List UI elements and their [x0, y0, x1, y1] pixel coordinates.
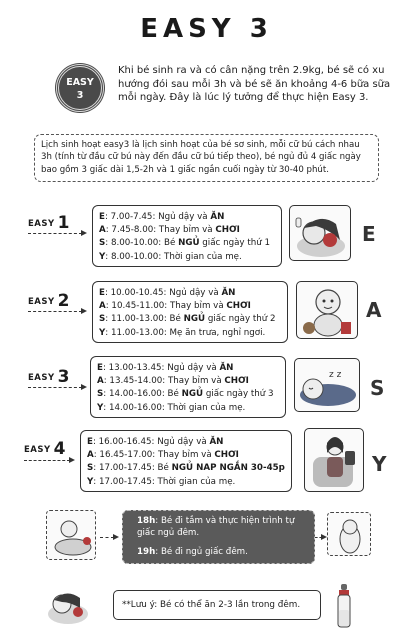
schedule-line: Y: 17.00-17.45: Thời gian của mẹ. [87, 476, 236, 487]
row-label-easy-3 [28, 367, 70, 387]
info-note: Lịch sinh hoạt easy3 là lịch sinh hoạt của bé sơ sinh, mỗi cữ bú cách nhau 3h (tính từ đầu cữ bú này đến đầu cữ bú tiếp theo), bé ngủ đủ 4 giấc ngày bao gồm 3 giấc dài 1,5-2h và 1 giấc ngắn cuối ngày từ 30-40 phút. [34, 134, 379, 182]
badge-line-1: EASY [66, 77, 94, 88]
intro-text: Khi bé sinh ra và có cân nặng trên 2.9kg, bé sẽ có xu hướng đói sau mỗi 3h và bé sẽ ăn khoảng 4-6 bữa sữa mỗi ngày. Đây là lúc lý tưởng để thực hiện Easy 3. [118, 65, 391, 104]
badge-line-2: 3 [76, 90, 84, 101]
arrow-right-icon [100, 537, 114, 538]
schedule-line: A: 16.45-17.00: Thay bỉm và CHƠI [87, 450, 239, 461]
easy-badge [56, 64, 104, 112]
page-title: EASY 3 [140, 14, 273, 44]
row-number: 4 [53, 439, 67, 459]
schedule-line: A: 10.45-11.00: Thay bỉm và CHƠI [99, 301, 251, 312]
row-label-easy-1 [28, 213, 70, 233]
schedule-line: S: 11.00-13.00: Bé NGỦ giấc ngày thứ 2 [99, 314, 276, 325]
mother-illustration [304, 428, 364, 492]
letter-a: A [366, 298, 382, 322]
arrow-right-icon [28, 387, 82, 388]
schedule-line: E: 7.00-7.45: Ngủ dậy và ĂN [99, 212, 225, 222]
schedule-line: S: 17.00-17.45: Bé NGỦ NAP NGẮN 30-45p [87, 463, 285, 474]
schedule-box-1 [92, 205, 282, 267]
schedule-line: Y: 8.00-10.00: Thời gian của mẹ. [99, 251, 242, 262]
schedule-line: E: 16.00-16.45: Ngủ dậy và ĂN [87, 437, 224, 447]
row-label-text: EASY [28, 219, 55, 229]
schedule-line: S: 14.00-16.00: Bé NGỦ giấc ngày thứ 3 [97, 389, 274, 400]
tip-note: **Lưu ý: Bé có thể ăn 2-3 lần trong đêm. [113, 590, 321, 620]
row-label-text: EASY [28, 297, 55, 307]
schedule-box-3 [90, 356, 286, 418]
letter-s: S [370, 376, 385, 400]
baby-bottle-icon [336, 584, 352, 628]
row-number: 1 [57, 213, 71, 233]
schedule-line: E: 10.00-10.45: Ngủ dậy và ĂN [99, 288, 236, 298]
row-label-easy-4 [24, 439, 66, 459]
evening-routine-box [122, 510, 315, 564]
evening-line-2: 19h: Bé đi ngủ giấc đêm. [137, 547, 248, 558]
baby-sleeping-illustration [294, 358, 360, 412]
schedule-line: A: 7.45-8.00: Thay bỉm và CHƠI [99, 225, 240, 236]
svg-text:z z: z z [329, 370, 342, 380]
row-number: 2 [57, 291, 71, 311]
baby-eating-illustration [289, 205, 351, 261]
schedule-line: Y: 14.00-16.00: Thời gian của mẹ. [97, 402, 246, 413]
letter-y: Y [372, 452, 387, 476]
row-label-text: EASY [28, 373, 55, 383]
arrow-right-icon [24, 460, 70, 461]
schedule-line: E: 13.00-13.45: Ngủ dậy và ĂN [97, 363, 234, 373]
schedule-box-4 [80, 430, 292, 492]
baby-feeding-icon [44, 586, 92, 626]
arrow-right-icon [28, 311, 82, 312]
arrow-right-icon [28, 233, 82, 234]
swaddled-baby-illustration [327, 512, 371, 556]
row-label-easy-2 [28, 291, 70, 311]
schedule-line: A: 13.45-14.00: Thay bỉm và CHƠI [97, 376, 249, 387]
letter-e: E [362, 222, 376, 246]
row-number: 3 [57, 367, 71, 387]
arrow-right-icon [315, 537, 322, 538]
baby-bath-illustration [46, 510, 96, 560]
row-label-text: EASY [24, 445, 51, 455]
schedule-line: S: 8.00-10.00: Bé NGỦ giấc ngày thứ 1 [99, 238, 271, 249]
schedule-box-2 [92, 281, 288, 343]
baby-playing-illustration [296, 281, 358, 339]
evening-line-1: 18h: Bé đi tắm và thực hiện trình tự giấc ngủ đêm. [137, 516, 295, 538]
schedule-line: Y: 11.00-13.00: Mẹ ăn trưa, nghỉ ngơi. [99, 327, 266, 338]
